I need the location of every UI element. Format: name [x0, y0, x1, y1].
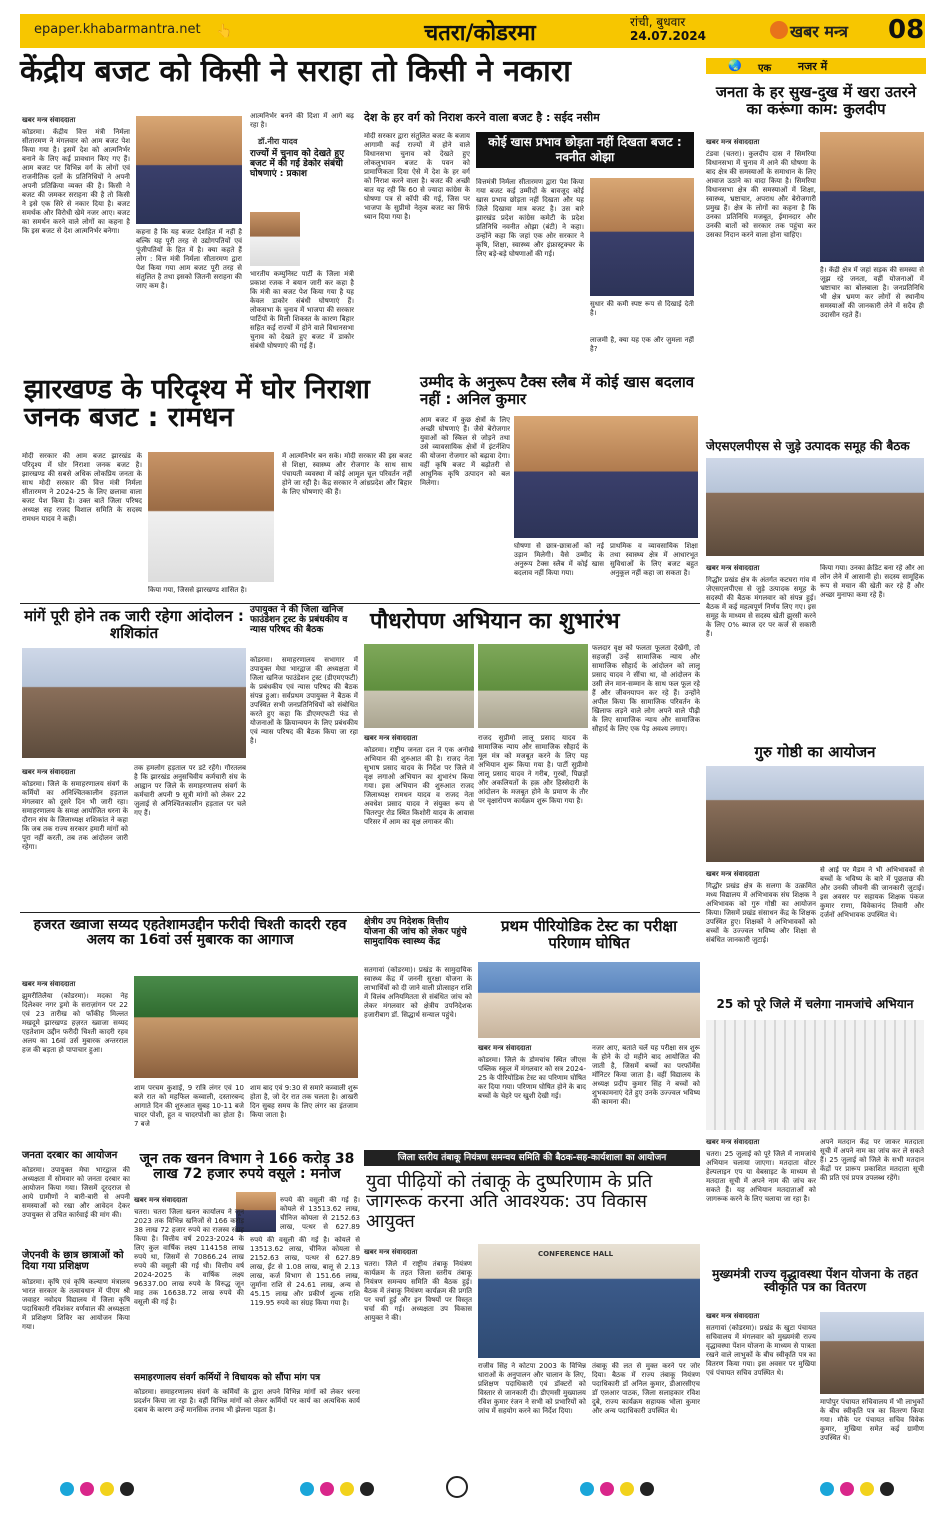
pension-body: सतगावां (कोडरमा)। प्रखंड के खुटा पंचायत सचिवालय में मंगलवार को मुख्यमंत्री राज्य वृद्धावस्था पेंशन योजना के माध्यम से पात्रता रखने वाले लाभुकों के बीच स्वीकृति पत्र का वितरण किया गया। इस अवसर पर मुखिया एवं पंचायत सचिव उपस्थित थे।: [706, 1324, 816, 1377]
mining-body-2: रुपये की वसूली की गई है। कोयले से 13513.62 लाख, चीनिज कोयला से 2152.63 लाख, पत्थर से 627.89: [280, 1196, 360, 1231]
navneet-headline: कोई खास प्रभाव छोड़ता नहीं दिखता बजट : नवनीत ओझा: [476, 132, 694, 168]
school-photo: [478, 962, 700, 1038]
shashikant-headline: मांगें पूरी होने तक जारी रहेगा आंदोलन : शशिकांत: [24, 607, 244, 642]
plantation-body: कोडरमा। राष्ट्रीय जनता दल ने एक अनोखे अभियान की शुरुआत की है। राजद नेता सुभाष प्रसाद यादव के निर्देश पर जिले में वृक्ष लगाओ अभियान का शुभारंभ किया गया। इस अभियान की शुरुआत राजद जिलाध्यक्ष रामधन यादव व राजद नेता अवधेश प्रसाद यादव ने संयुक्त रूप से चितरपुर रोड स्थित किशोरी यादव के आवास परिसर में आम का वृक्ष लगाकर की।: [364, 746, 474, 826]
column-tag-title: नजर में: [798, 60, 828, 73]
urs-byline: खबर मन्त्र संवाददाता: [22, 980, 76, 988]
registration-dot: [100, 1482, 114, 1496]
prakash-photo: [250, 212, 300, 266]
shg-body-2: किया गया। उनका क्रेडिट बना रहे और आ लोन लेने में आसानी हो। सदस्य सामूहिक रूप से मचान की खेती कर रहे हैं और अच्छा मुनाफा कमा रहे हैं।: [820, 564, 924, 599]
mineral-body: कोडरमा। समाहरणालय सभागार में उपायुक्त मेघा भारद्वाज की अध्यक्षता में जिला खनिज फाउंडेशन ट्रस्ट (डीएमएफटी) के प्रबंधकीय एवं न्यास परिषद की बैठक संपन्न हुआ। सर्वप्रथम उपायुक्त ने बैठक में उपस्थित सभी जनप्रतिनिधियों को संबोधित करते हुए कहा कि डीएमएफटी फंड से योजनाओं के क्रियान्वयन के लिए प्रबंधकीय एवं न्यास परिषद की बैठक किया जा रहा है।: [250, 656, 358, 745]
shg-headline: जेएसएलपीएस से जुड़े उत्पादक समूह की बैठक: [706, 439, 910, 453]
registration-dot: [840, 1482, 854, 1496]
ramdhan-photo: [148, 452, 274, 582]
plantation-photo-1: [364, 644, 474, 728]
guru-headline: गुरु गोष्ठी का आयोजन: [754, 743, 876, 761]
saeed-body: मोदी सरकार द्वारा संतुलित बजट के बजाय आगामी कई राज्यों में होने वाले विधानसभा चुनाव को देखते हुए लोकलुभावन बजट के पवन को प्रामाणिकता दिया ऐसे में देश के हर वर्ग को निराश करने वाला है। बजट की अच्छी बात यह रही कि 60 से ज्यादा कांग्रेस के घोषणा पत्र से कॉपी की गई, जिस पर भाजपा के सुप्रीमो नेतृत्व बजट का सिर्फ ध्यान दिया गया है।: [364, 132, 470, 221]
periodic-headline: प्रथम पीरियोडिक टेस्ट का परीक्षा परिणाम घोषित: [501, 917, 677, 952]
registration-dot: [820, 1482, 834, 1496]
mining-body-3: रुपये की वसूली की गई है। कोयले से 13513.62 लाख, चीनिज कोयला से 2152.63 लाख, पत्थर से 627.89 लाख, ईंट से 1.08 लाख, बालू से 2.13 लाख, कर्ज विभाग से 151.66 लाख, जुर्माना राशि से 24.61 लाख, अन्य से 45.15 लाख और प्रकीर्ण शुल्क राशि 119.95 रुपये का संग्रह किया गया है।: [250, 1236, 360, 1307]
urs-caption-2: शाम बाद एवं 9:30 से समारे कव्वाली शुरू होता है, जो देर रात तक चलता है। आखरी दिन सुबह समय के लिए लंगर का इंतजाम किया जाता है।: [250, 1084, 358, 1119]
periodic-byline: खबर मन्त्र संवाददाता: [478, 1044, 532, 1052]
edition-city-day: रांची, बुधवार: [630, 15, 686, 29]
jnv-body: कोडरमा। कृषि एवं कृषि कल्याण मंत्रालय भारत सरकार के तत्वावधान में पीएम श्री जवाहर नवोदय विद्यालय में जिला कृषि पदाधिकारी रविशंकर वर्णवाल की अध्यक्षता में प्रशिक्षण शिविर का आयोजन किया गया।: [22, 1278, 130, 1331]
divider: [20, 912, 700, 913]
edition-date: [630, 15, 706, 43]
print-registration-strip: [20, 1478, 925, 1500]
shg-byline: खबर मन्त्र संवाददाता: [706, 564, 760, 572]
plantation-body-3: फलदार वृक्ष को फलता फूलता देखेंगी, तो सहजहीं उन्हें सामाजिक न्याय और सामाजिक सौहार्द के आंदोलन को लालू प्रसाद यादव ने सींचा था, वो आंदोलन के उसी लेन मान-सम्मान के साथ फल फूल रहे हैं और जीवनयापन कर रहे हैं। उन्होंने अपील किया कि सामाजिक परिवर्तन के खिलाफ लड़ने वाले लोग अपने वाले पीढ़ी के लिए सामाजिक न्याय और सामाजिक सौहार्द के लिए एक पेड़ अवश्य लगाए।: [592, 644, 700, 733]
registration-dot: [320, 1482, 334, 1496]
pension-headline: मुख्यमंत्री राज्य वृद्धावस्था पेंशन योजना के तहत स्वीकृति पत्र का वितरण: [712, 1267, 918, 1295]
shashikant-byline: खबर मन्त्र संवाददाता: [22, 768, 76, 776]
pension-photo: [820, 1312, 924, 1394]
shg-meeting-photo: [706, 458, 924, 556]
divider: [20, 603, 700, 604]
navneet-body-2: लाजमी है, क्या यह एक और जुमला नहीं है?: [590, 336, 694, 353]
page-number: 08: [888, 15, 925, 45]
tobacco-body-2: राजीव सिंह ने कोटपा 2003 के विभिन्न धाराओं के अनुपालन और चालान के लिए, प्रशिक्षण पदाधिकारी एवं डॉक्टरों को विस्तार से जानकारी दी। डीएमसी मुख्यालय रविश कुमार रंजन ने सभी को प्रभारियों को जांच में सहयोग करने का निर्देश दिया।: [478, 1362, 586, 1415]
plantation-headline: पौधरोपण अभियान का शुभारंभ: [370, 609, 620, 634]
periodic-body-2: नजर आए, बताते चलें यह परीक्षा सत्र शुरू के होने के दो महीने बाद आयोजित की जाती है, जिसमें बच्चों का परफॉर्मेंस मॉनिटर किया जाता है। वहीं विद्यालय के अध्यक्ष प्रदीप कुमार सिंह ने बच्चों को शुभकामनाएं देते हुए उनके उज्ज्वल भविष्य की कामना की।: [592, 1044, 700, 1106]
janata-body: कोडरमा। उपायुक्त मेघा भारद्वाज की अध्यक्षता में सोमवार को जनता दरबार का आयोजन किया गया। जिसमें दूरदराज से आये ग्रामीणों ने बारी-बारी से अपनी समस्याओं को रखा और आवेदन देकर उपायुक्त से उचित कार्रवाई की मांग की।: [22, 1166, 130, 1219]
navneet-body: वित्तमंत्री निर्मला सीतारमण द्वारा पेश किया गया बजट कई उम्मीदों के बावजूद कोई खास प्रभाव छोड़ता नहीं दिखता और यह जिले दिखावा मात्र बजट है। उस बारे झारखंड प्रदेश कांग्रेस कमेटी के प्रदेश प्रतिनिधि नवनीत ओझा (बंटी) ने कहा। उन्होंने कहा कि जहां एक ओर सरकार ने कृषि, शिक्षा, स्वास्थ्य और इंफ्रास्ट्रक्चर के लिए बड़े-बड़े घोषणाओं की गई।: [476, 178, 584, 258]
brand-logo: खबर मन्त्र: [790, 22, 848, 41]
nomination-body: चतरा। 25 जुलाई को पूरे जिले में नामजांचे अभियान चलाया जाएगा। मतदाता वोटर हेल्पलाइन एप या वेबसाइट के माध्यम से मतदाता सूची में अपने नाम की जांच कर सकते हैं। यह अभियान मतदाताओं को जागरूक करने के लिए चलाया जा रहा है।: [706, 1150, 816, 1203]
logo-icon: [770, 21, 788, 39]
mining-byline: खबर मन्त्र संवाददाता: [134, 1196, 188, 1204]
lead-body-3: आत्मनिर्भर बनने की दिशा में आगे बढ़ रहा है।: [250, 112, 354, 129]
shashikant-body: कोडरमा। जिले के समाहरणालय संवर्ग के कर्मियों का अनिश्चितकालीन हड़ताल मंगलवार को दूसरे दिन भी जारी रहा। समाहरणालय के समक्ष आयोजित धरना के दौरान संघ के जिलाध्यक्ष शशिकांत ने कहा कि जब तक राज्य सरकार हमारी मांगों को पूरा नहीं करती, तब तक आंदोलन जारी रहेगा।: [22, 780, 128, 851]
registration-dot: [80, 1482, 94, 1496]
urs-caption-1: शाम परचम कुशाई, 9 रात्रि लंगर एवं 10 बजे रात को महफिल कव्वाली, दस्तारबन्द आगाते दिन की शुरुआत सुबह 10-11 बजे चादर पोशी, हूत व चादरपोशी का होता है। 7 बजे: [134, 1084, 244, 1128]
tobacco-photo: [478, 1244, 700, 1358]
crosshair-icon: [446, 1476, 468, 1498]
lead-byline: खबर मन्त्र संवाददाता: [22, 116, 76, 124]
anil-photo: [514, 416, 698, 538]
kuldeep-headline: जनता के हर सुख-दुख में खरा उतरने का करूंगा काम: कुलदीप: [715, 83, 917, 118]
ramdhan-body-2: में आत्मनिर्भर बन सके। मोदी सरकार की इस बजट से शिक्षा, स्वास्थ्य और रोजगार के साथ साथ पंचायती व्यवस्था में कोई आमूल चूल परिवर्तन नहीं होने जा रही है। केंद्र सरकार ने आंध्रप्रदेश और बिहार के लिए घोषणाएं की हैं।: [282, 452, 412, 496]
ramdhan-caption: किया गया, जिससे झारखण्ड शासित है।: [148, 586, 247, 594]
prakash-subhead: राज्यों में चुनाव को देखते हुए बजट में की गई डेकोर संबंधी घोषणाएं : प्रकाश: [250, 149, 345, 179]
registration-dot: [580, 1482, 594, 1496]
guru-photo: [706, 766, 924, 862]
urs-body: झुमरीतिलैया (कोडरमा)। मदका नेह दिलेश्वर नगर ड्रमो के सराज़ांगन पर 22 एवं 23 तारीख को फाँकीह मिल्लत मखदूमे झारखण्ड हज़रत ख्वाजा सय्यद एहतेशाम उद्दीन फरीदी चिश्ती कादरी रहव अलय का 16वां उर्स मुबारक अन्तरराल हज की बड़ता हो पापाचार हुआ।: [22, 992, 128, 1054]
minister-photo: [136, 116, 242, 224]
cursor-icon: 👆: [216, 24, 233, 39]
plantation-byline: खबर मन्त्र संवाददाता: [364, 734, 418, 742]
anil-body-2: घोषणा से छात्र-छात्राओं को नई उड़ान मिलेगी। वैसे उम्मीद के अनुरूप टैक्स स्लैब में कोई खास बदलाव नहीं किया गया।: [514, 542, 604, 577]
shashikant-body-2: तक हमलोग हड़ताल पर डटे रहेंगे। गौरतलब है कि झारखंड अनुसचिवीय कर्मचारी संघ के आह्वान पर जिले के समाहरणालय संवर्ग के कर्मचारी अपनी 9 सूत्री मांगों को लेकर 22 जुलाई से अनिश्चितकालीन हड़ताल पर चले गए हैं।: [134, 764, 246, 817]
tobacco-byline: खबर मन्त्र संवाददाता: [364, 1248, 418, 1256]
nomination-photo: [706, 1020, 924, 1130]
kuldeep-body-2: है। केंद्री क्षेत्र में जहां सड़क की समस्या से जूझ रहे जनता, वहीं योजनाओं में भ्रष्टाचार का बोलबाला है। जनप्रतिनिधि भी क्षेत्र भ्रमण कर लोगों से स्थानीय समस्याओं की जानकारी लेने में सदैव ही उदासीन रहते हैं।: [820, 266, 924, 319]
mining-body: चतरा। चतरा जिला खनन कार्यालय ने जून 2023 तक विभिन्न खनिजों से 166 करोड़ 38 लाख 72 हजार रुपये का राजस्व संग्रह किया है। वित्तीय वर्ष 2023-2024 के लिए कुल वार्षिक लक्ष्य 114158 लाख रुपये था, जिसमें से 70866.24 लाख रुपये की वसूली की गई थी। वित्तीय वर्ष 2024-2025 के वार्षिक लक्ष्य 96337.00 लाख रुपये के विरुद्ध जून माह तक 16638.72 लाख रुपये की वसूली की गई है।: [134, 1208, 244, 1306]
urs-photo: [134, 976, 358, 1078]
mineral-headline: उपायुक्त ने की जिला खनिज फाउंडेशन ट्रस्ट के प्रबंधकीय व न्यास परिषद की बैठक: [250, 605, 348, 635]
quote1-name: डॉ.नीरा यादव: [258, 137, 298, 146]
dm-review-body: सतगावां (कोडरमा)। प्रखंड के सामुदायिक स्वास्थ्य केंद्र में जननी सुरक्षा योजना के लाभार्थियों को दी जाने वाली प्रोत्साहन राशि में विलंब अनियमितता से संबंधित जांच को लेकर मंगलवार को क्षेत्रीय उपनिदेशक हजारीबाग डॉ. सिद्धार्थ सन्याल पहुंचे।: [364, 966, 472, 1019]
registration-dot: [860, 1482, 874, 1496]
plantation-body-2: राजद सुप्रीमो लालू प्रसाद यादव के सामाजिक न्याय और सामाजिक सौहार्द के मूल मंत्र को मजबूत करने के लिए यह अभियान शुरू किया गया है। पार्टी सुप्रीमो लालू प्रसाद यादव ने गरीब, गुरबों, पिछड़ों और अकलियतों के हक़ और हिस्सेदारी के आंदोलन के मजबूत होने के प्रमाण के तौर पर वृक्षारोपण कार्यक्रम शुरू किया गया है।: [478, 734, 588, 805]
jnv-headline: जेएनवी के छात्र छात्राओं को दिया गया प्रशिक्षण: [22, 1250, 124, 1272]
registration-dot: [880, 1482, 894, 1496]
anil-headline: उम्मीद के अनुरूप टैक्स स्लैब में कोई खास बदलाव नहीं : अनिल कुमार: [420, 373, 695, 408]
anil-body-3: प्राथमिक व व्यावसायिक शिक्षा तथा स्वास्थ्य क्षेत्र में आधारभूत सुविधाओं के लिए बजट बहुत अनुकूल नहीं कहा जा सकता है।: [610, 542, 698, 577]
tobacco-body-3: तंबाकू की लत से मुक्त करने पर जोर दिया। बैठक में राज्य तंबाकू नियंत्रण पदाधिकारी डॉ अनिल कुमार, डीआरसीएच डॉ एलआर पाठक, जिला सलाहकार रविश दुबे, राज्य कार्यक्रम सहायक भोला कुमार और अन्य पदाधिकारी उपस्थित थे।: [592, 1362, 700, 1415]
collectorate-body: कोडरमा। समाहरणालय संवर्ग के कर्मियों के द्वारा अपने विभिन्न मांगों को लेकर धरना प्रदर्शन किया जा रहा है। वहीं विभिन्न मांगों को लेकर कर्मियों पर कार्य का अत्यधिक कार्य दबाव के कारण उन्हें मानसिक तनाव भी झेलना पड़ता है।: [134, 1388, 360, 1414]
epaper-url[interactable]: epaper.khabarmantra.net: [34, 22, 201, 37]
lead-headline: केंद्रीय बजट को किसी ने सराहा तो किसी ने नकारा: [20, 54, 571, 89]
collectorate-subhead: समाहरणालय संवर्ग कर्मियों ने विधायक को सौंपा मांग पत्र: [134, 1373, 321, 1383]
ramdhan-body: मोदी सरकार की आम बजट झारखंड के परिदृश्य में घोर निराशा जनक बजट है। झारखण्ड की सबसे अधिक लोकप्रिय जनता के साथ मोदी सरकार की वित्त मंत्री निर्मला सीतारमण ने 2024-25 के लिए छलावा वाला बजट पेश किया है। उक्त बातें जिला परिषद अध्यक्ष सह राजद विशाल समिति के सदस्य रामधन यादव ने कही।: [22, 452, 142, 523]
tobacco-photo-label: CONFERENCE HALL: [538, 1250, 614, 1258]
kuldeep-body: टंडवा (चतरा)। कुलदीप दास ने सिमरिया विधानसभा में चुनाव में आने की घोषणा के बाद क्षेत्र की समस्याओं के समाधान के लिए आवाज उठाने का वादा किया है। सिमरिया विधानसभा क्षेत्र की समस्याओं में शिक्षा, स्वास्थ्य, भ्रष्टाचार, अपराध और बेरोजगारी प्रमुख हैं। क्षेत्र के लोगों का कहना है कि उनका प्रतिनिधि मजबूत, ईमानदार और उनकी बातों को सरकार तक पहुंचा कर उसका निदान करने वाला होना चाहिए।: [706, 150, 816, 239]
column-tag-label: एक: [758, 63, 772, 74]
globe-icon: 🌏: [728, 59, 742, 72]
guru-body-2: से आई पर मैडम ने भी अभिभावकों से बच्चों के भविष्य के बारे में पूछताछ की और उनकी जीवनी की जानकारी जुटाई। इस अवसर पर सहायक शिक्षक पंकज कुमार राणा, विवेकानंद तिवारी और दर्जनों अभिभावक उपस्थित थे।: [820, 866, 924, 919]
edition-date-value: 24.07.2024: [630, 29, 706, 43]
lead-body-1: कोडरमा। केंद्रीय वित्त मंत्री निर्मला सीतारमण ने मंगलवार को आम बजट पेश किया गया है। इसमें देश को आत्मनिर्भर बनाने के लिए कई प्रावधान किए गए हैं। आम बजट पर विभिन्न वर्ग के लोगों एवं राजनीतिक दलों के प्रतिनिधियों ने अपनी अपनी प्रतिक्रिया व्यक्त की है। किसी ने बजट की जमकर सराहना की है तो किसी ने इसे एक सिरे से नकार दिया है। बजट समर्थक और विरोधी खेमे नजर आए। बजट का समर्थन करने वाले लोगों का कहना है कि इस बजट से देश आत्मनिर्भर बनेगा।: [22, 128, 130, 235]
tobacco-headline: युवा पीढ़ियों को तंबाकू के दुष्परिणाम के प्रति जागरूक करना अति आवश्यक: उप विकास आयुक्त: [366, 1171, 653, 1232]
section-title: चतरा/कोडरमा: [424, 21, 536, 46]
registration-dot: [120, 1482, 134, 1496]
shg-body: गिद्धौर प्रखंड क्षेत्र के अंतर्गत कटघरा गांव में जेएसएलपीएस से जुड़े उत्पादक समूह के सदस्यों की बैठक मंगलवार को संपन्न हुई। बैठक में कई महत्वपूर्ण निर्णय लिए गए। इस समूह के माध्यम से सदस्य खेती झुरसी करने के लिए 0% ब्याज दर पर कर्ज से सकारी हैं।: [706, 576, 816, 638]
tobacco-bar: जिला स्तरीय तंबाकू नियंत्रण समन्वय समिति की बैठक-सह-कार्यशाला का आयोजन: [364, 1150, 700, 1166]
lead-body-2: कहना है कि यह बजट देशहित में नहीं है बल्कि यह पूरी तरह से उद्योगपतियों एवं पूंजीपतियों के हित में है। क्या कहते हैं लोग : वित्त मंत्री निर्मला सीतारमण द्वारा पेश किया गया आम बजट पूरी तरह से संतुलित है तथा इसको जितनी सराहना की जाए कम है।: [136, 228, 242, 290]
guru-byline: खबर मन्त्र संवाददाता: [706, 870, 760, 878]
tobacco-body: चतरा। जिले में राष्ट्रीय तंबाकू नियंत्रण कार्यक्रम के तहत जिला स्तरीय तंबाकू नियंत्रण समन्वय समिति की बैठक हुई। बैठक में तंबाकू नियंत्रण कार्यक्रम की प्रगति पर चर्चा हुई और इन विषयों पर विस्तृत चर्चा की गई। अध्यक्षता उप विकास आयुक्त ने की।: [364, 1260, 472, 1322]
registration-dot: [340, 1482, 354, 1496]
strike-photo: [22, 648, 246, 758]
registration-dot: [60, 1482, 74, 1496]
mining-headline: जून तक खनन विभाग ने 166 करोड़ 38 लाख 72 हजार रुपये वसूले : मनोज: [139, 1151, 355, 1183]
urs-headline: हजरत ख्वाजा सय्यद एहतेशामउद्दीन फरीदी चिश्ती कादरी रहव अलय का 16वां उर्स मुबारक का आगाज: [33, 917, 347, 949]
registration-dot: [600, 1482, 614, 1496]
masthead-bar: [20, 14, 925, 48]
saeed-headline: देश के हर वर्ग को निराश करने वाला बजट है : सईद नसीम: [364, 111, 600, 124]
navneet-caption: सुधार की कमी स्पष्ट रूप से दिखाई देती है।: [590, 300, 694, 317]
registration-dot: [620, 1482, 634, 1496]
nomination-body-2: अपने मतदान केंद्र पर जाकर मतदाता सूची में अपने नाम का जांच कर ले सकते हैं। 25 जुलाई को जिले के सभी मतदान केंद्रों पर प्रारूप प्रकाशित मतदाता सूची की प्रति एवं प्रपत्र उपलब्ध रहेंगे।: [820, 1138, 924, 1182]
periodic-body: कोडरमा। जिले के डोमचांच स्थित जीएस पब्लिक स्कूल में मंगलवार को सत्र 2024-25 के पीरियोडिक टेस्ट का परिणाम घोषित कर दिया गया। परिणाम घोषित होने के बाद बच्चों के चेहरे पर खुशी देखी गई।: [478, 1056, 586, 1100]
kuldeep-photo: [820, 132, 924, 262]
pension-byline: खबर मन्त्र संवाददाता: [706, 1312, 760, 1320]
registration-dot: [300, 1482, 314, 1496]
nomination-headline: 25 को पूरे जिले में चलेगा नामजांचे अभियान: [716, 997, 914, 1011]
nomination-byline: खबर मन्त्र संवाददाता: [706, 1138, 760, 1146]
janata-headline: जनता दरबार का आयोजन: [22, 1150, 118, 1161]
anil-body: आम बजट में कुछ क्षेत्रों के लिए अच्छी घोषणाएं हैं। जैसे बेरोजगार युवाओं को स्किल से जोड़ने तथा उसे व्यावसायिक क्षेत्रों में इंटर्नशिप की योजना रोजगार को बढ़ावा देगा। वहीं कृषि बजट में बढ़ोतरी से आधुनिक कृषि उत्पादन को बल मिलेगा।: [420, 416, 510, 487]
pension-body-2: मापोपुर पंचायत सचिवालय में भी लाभुकों के बीच स्वीकृति पत्र का वितरण किया गया। मौके पर पंचायत सचिव विवेक कुमार, मुखिया समेत कई ग्रामीण उपस्थित थे।: [820, 1398, 924, 1442]
registration-dot: [640, 1482, 654, 1496]
ramdhan-headline: झारखण्ड के परिदृश्य में घोर निराशा जनक बजट : रामधन: [24, 374, 370, 434]
navneet-photo: [590, 178, 694, 296]
guru-body: गिद्धौर प्रखंड क्षेत्र के सलगा के उत्क्रमित मध्य विद्यालय में अभिभावक संघ शिक्षक ने अभिभावक को गुरु गोष्ठी का आयोजन किया। जिसमें प्रखंड संसाधन केंद्र के शिक्षक उपस्थित हुए। शिक्षकों ने अभिभावकों को बच्चों के उज्ज्वल भविष्य और शिक्षा से संबंधित जानकारी जुटाई।: [706, 882, 816, 944]
plantation-photo-2: [478, 644, 588, 728]
registration-dot: [360, 1482, 374, 1496]
column-tag: [706, 58, 926, 74]
prakash-body: भारतीय कम्युनिस्ट पार्टी के जिला मंत्री प्रकाश रजक ने बयान जारी कर कहा है कि मंत्री का बजट पेश किया गया है यह केवल डाकोर संबंधी घोषणाएं हैं। लोकसभा के चुनाव में भाजपा की सरकार पार्टियों के मिली शिकस्त के कारण बिहार सहित कई राज्यों में होने वाले विधानसभा चुनाव को देखते हुए बजट में डाकोर संबंधी घोषणाएं की गई हैं।: [250, 270, 354, 350]
dm-review-headline: क्षेत्रीय उप निदेशक वित्तीय योजना की जांच को लेकर पहुंचे सामुदायिक स्वास्थ्य केंद्र: [364, 917, 467, 947]
kuldeep-byline: खबर मन्त्र संवाददाता: [706, 138, 760, 146]
